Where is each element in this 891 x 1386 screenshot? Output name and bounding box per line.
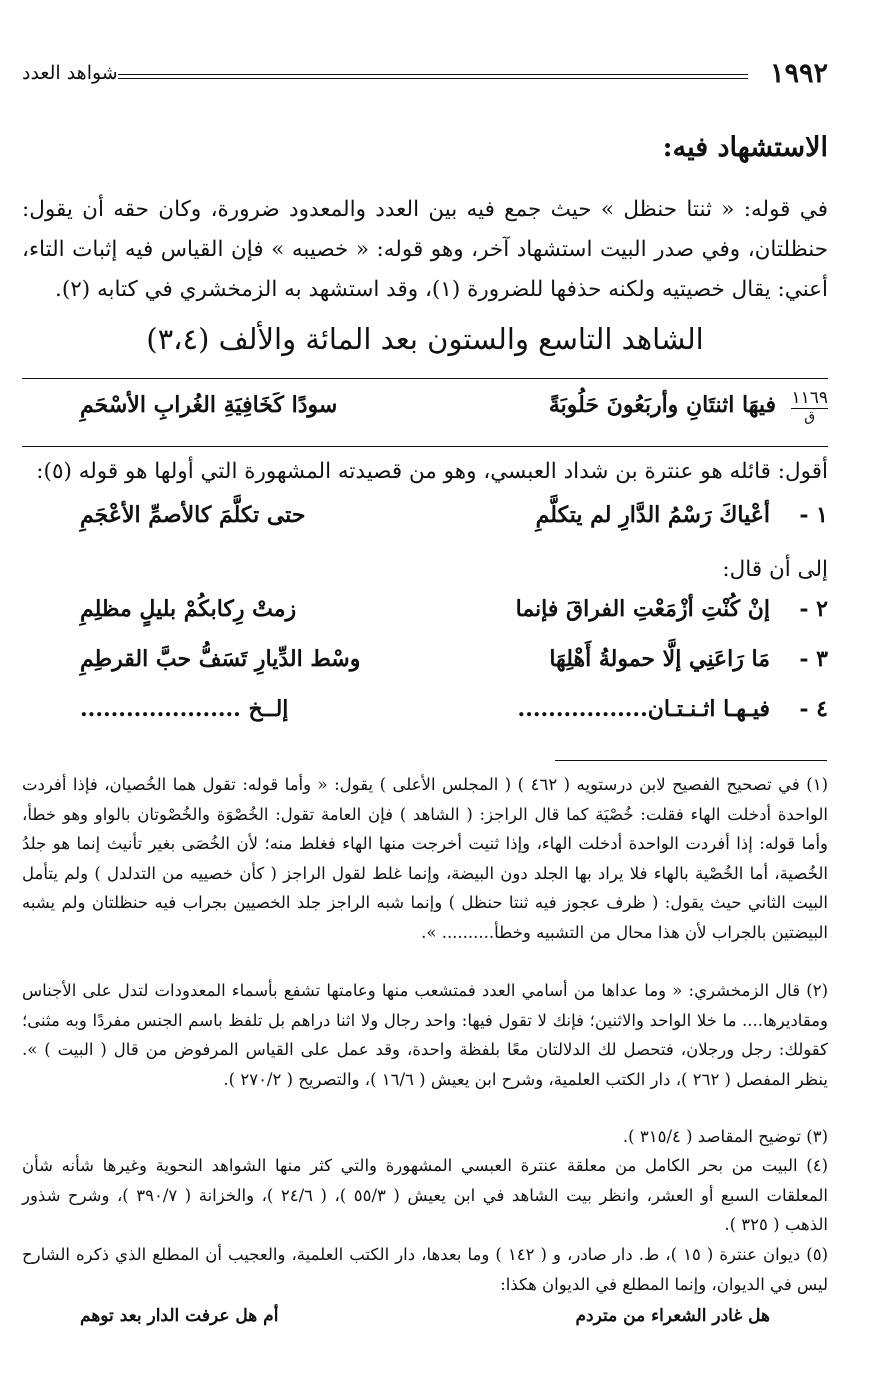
running-title: شواهد العدد xyxy=(22,62,118,84)
verse-1-number: ١ - xyxy=(799,502,828,528)
footnote-separator xyxy=(555,760,827,761)
footnote-3: (٣) توضيح المقاصد ( ٣١٥/٤ ). xyxy=(622,1127,828,1146)
footnote-1: (١) في تصحيح الفصيح لابن درستويه ( ٤٦٢ ) ( المجلس الأعلى ) يقول: « وأما قوله: تقول هما الخُصيان، فإذا أفردت الواحدة أدخلت الهاء فقلت: خُصْيَة كما قال الراجز: ( الشاهد ) فإن العامة تقول: الخُصْوَة والخُصْوتان بالواو وهو خطأ، وأما قوله: إذا أفردت الواحدة أدخلت الهاء، وإذا ثنيت أخرجت منها الهاء فغلط منه؛ لأن الخُصَى بغير تأنيث إنما هو جلدُ الخُصية، أما الخُصْية بالهاء فلا يراد بها الجلد دون البيضة، وإنما غلط لقول الراجز ( كأن خصييه من التدلدل ) ولم يتأمل البيت الثاني حيث يقول: ( ظرف عجوز فيه ثنتا حنظل ) وإنما شبه الراجز جلد الخصيين بجراب فيه حنظلتان ولم يشبه البيضتين بالجراب لأن هذا محال من التشبيه وخطأ.......... ». xyxy=(22,775,828,942)
verse-top-rule xyxy=(22,378,828,379)
verse-3-number: ٣ - xyxy=(799,646,828,672)
header-rule xyxy=(118,74,748,79)
intro-paragraph: أقول: قائله هو عنترة بن شداد العبسي، وهو من قصيدته المشهورة التي أولها هو قوله (٥): xyxy=(36,459,828,484)
footnote-2: (٢) قال الزمخشري: « وما عداها من أسامي العدد فمتشعب منها وعامتها تشفع بأسماء المعدودات لتدل على الأجناس ومقاديرها.... ما خلا الواحد والاثنين؛ فإنك لا تقول فيها: واحد رجال ولا اثنا دراهم بل تلفظ باسم الجنس مفردًا وبه مثنى؛ كقولك: رجل ورجلان، فتحصل لك الدلالتان معًا بلفظة واحدة، وقد عمل على القياس المرفوض من قال ( البيت ) ». ينظر المفصل ( ٢٦٢ )، دار الكتب العلمية، وشرح ابن يعيش ( ١٦/٦ )، والتصريح ( ٢٧٠/٢ ). xyxy=(22,981,828,1089)
footnote-5: (٥) ديوان عنترة ( ١٥ )، ط. دار صادر، و ( ١٤٢ ) وما بعدها، دار الكتب العلمية، والعجيب أن المطلع الذي ذكره الشارح ليس في الديوان، وإنما المطلع في الديوان هكذا: xyxy=(22,1245,828,1294)
main-verse xyxy=(22,388,828,432)
verse-2-number: ٢ - xyxy=(799,596,828,622)
main-verse-hemistich-1: فيهَا اثنتَانِ وأربَعُونَ حَلُوبَةً xyxy=(548,392,776,418)
footnote-verse-hemistich-1: هل غادر الشعراء من متردم xyxy=(575,1306,770,1326)
verse-bottom-rule xyxy=(22,446,828,447)
footnote-verse xyxy=(22,1306,828,1336)
continuation-text: إلى أن قال: xyxy=(722,557,828,582)
verse-4-number: ٤ - xyxy=(799,696,828,722)
verse-4 xyxy=(22,696,828,736)
footnote-verse-hemistich-2: أم هل عرفت الدار بعد توهم xyxy=(80,1306,279,1326)
verse-1 xyxy=(22,502,828,542)
verse-4-hemistich-1: فيـهـا اثـنـتـان................. xyxy=(517,696,770,722)
page-number: ١٩٩٢ xyxy=(769,58,828,89)
section-heading: الاستشهاد فيه: xyxy=(662,132,828,163)
main-verse-number xyxy=(791,388,828,425)
body-paragraph: في قوله: « ثنتا حنظل » حيث جمع فيه بين العدد والمعدود ضرورة، وكان حقه أن يقول: حنظلتان، وفي صدر البيت استشهاد آخر، وهو قوله: « خصيبه » فإن القياس فيه إثبات التاء، أعني: يقال خصيتيه ولكنه حذفها للضرورة (١)، وقد استشهد به الزمخشري في كتابه (٢). xyxy=(22,197,828,302)
verse-3 xyxy=(22,646,828,686)
verse-1-hemistich-1: أعْياكَ رَسْمُ الدَّارِ لم يتكلَّمِ xyxy=(535,502,770,528)
verse-2-hemistich-1: إنْ كُنْتِ أزْمَعْتِ الفراقَ فإنما xyxy=(515,596,770,622)
verse-number-value: ١١٦٩ xyxy=(791,388,828,408)
meter-mark: ق xyxy=(791,408,828,425)
verse-2-hemistich-2: زمتْ رِكابكُمْ بليلٍ مظلِمِ xyxy=(80,596,297,622)
verse-1-hemistich-2: حتى تكلَّمَ كالأصمِّ الأعْجَمِ xyxy=(80,502,306,528)
verse-3-hemistich-2: وسْط الدِّيارِ تَسَفُّ حبَّ القرطِمِ xyxy=(80,646,361,672)
verse-2 xyxy=(22,596,828,636)
main-verse-hemistich-2: سودًا كَخَافِيَةِ الغُرابِ الأسْحَمِ xyxy=(80,392,338,418)
verse-3-hemistich-1: مَا رَاعَنِي إلَّا حمولةُ أَهْلِهَا xyxy=(549,646,770,672)
witness-heading: الشاهد التاسع والستون بعد المائة والألف (٣،٤) xyxy=(146,322,704,356)
footnote-4: (٤) البيت من بحر الكامل من معلقة عنترة العبسي المشهورة والتي كثر منها الشواهد النحوية وغيرها شأنه شأن المعلقات السبع أو العشر، وانظر بيت الشاهد في ابن يعيش ( ٥٥/٣ )، ( ٢٤/٦ )، والخزانة ( ٣٩٠/٧ )، وشرح شذور الذهب ( ٣٢٥ ). xyxy=(22,1156,829,1234)
verse-4-hemistich-2: إلــخ ..................... xyxy=(80,696,289,722)
